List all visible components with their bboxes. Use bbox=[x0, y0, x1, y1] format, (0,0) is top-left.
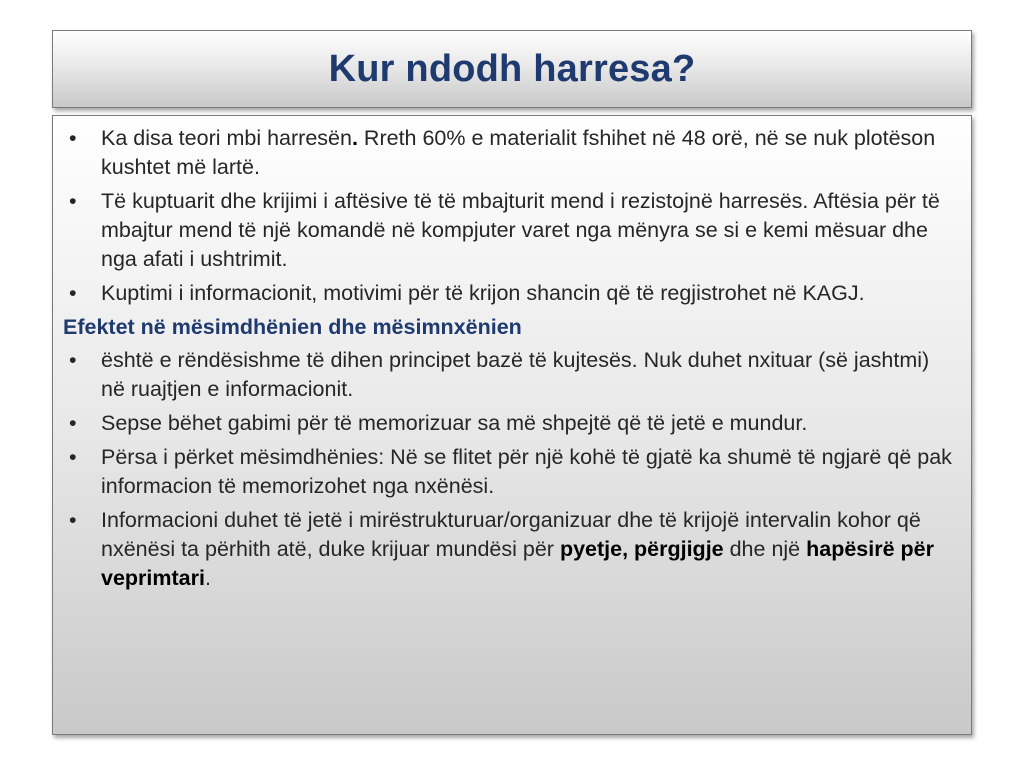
bullet-icon: • bbox=[69, 281, 77, 305]
bullet-item-1 bbox=[63, 124, 959, 182]
bullet-item-7 bbox=[63, 506, 959, 593]
bullet-text-1a: Ka disa teori mbi harresën bbox=[101, 126, 352, 150]
section-heading: Efektet në mësimdhënien dhe mësimnxënien bbox=[63, 315, 522, 339]
bullet-text-2: Të kuptuarit dhe krijimi i aftësive të të mbajturit mend i rezistojnë harresës. Aftësia për të mbajtur mend të një komandë në kompjuter varet nga mënyra se si e kemi mësuar dhe nga afati i ushtrimit. bbox=[101, 189, 940, 271]
bullet-text-7-bold-1: pyetje, përgjigje bbox=[559, 537, 724, 561]
bullet-icon: • bbox=[69, 189, 77, 213]
bullet-text-1-bold: . bbox=[351, 126, 358, 150]
bullet-text-5: Sepse bëhet gabimi për të memorizuar sa më shpejtë që të jetë e mundur. bbox=[101, 411, 808, 435]
bullet-item-2 bbox=[63, 187, 959, 274]
bullet-icon: • bbox=[69, 126, 77, 150]
bullet-text-7-bold-2: hapësirë për veprimtari bbox=[101, 537, 934, 590]
bullet-icon: • bbox=[69, 445, 77, 469]
bullet-icon: • bbox=[69, 508, 77, 532]
bullet-icon: • bbox=[69, 348, 77, 372]
bullet-text-7a: Informacioni duhet të jetë i mirëstrukturuar/organizuar dhe të krijojë intervalin kohor që nxënësi ta përhith atë, duke krijuar mundësi për bbox=[101, 508, 921, 561]
content-box bbox=[52, 115, 972, 735]
bullet-text-7c: . bbox=[204, 566, 211, 590]
bullet-text-1b: Rreth 60% e materialit fshihet në 48 orë, në se nuk plotëson kushtet më lartë. bbox=[101, 126, 936, 179]
bullet-text-3: Kuptimi i informacionit, motivimi për të krijon shancin që të regjistrohet në KAGJ. bbox=[101, 281, 865, 305]
bullet-item-6 bbox=[63, 443, 959, 501]
bullet-text-4: është e rëndësishme të dihen principet bazë të kujtesës. Nuk duhet nxituar (së jashtmi) në ruajtjen e informacionit. bbox=[101, 348, 930, 401]
bullet-item-5 bbox=[63, 409, 959, 438]
bullet-item-4 bbox=[63, 346, 959, 404]
bullet-item-3 bbox=[63, 279, 959, 308]
title-box bbox=[52, 30, 972, 108]
bullet-text-7b: dhe një bbox=[723, 537, 807, 561]
slide-title: Kur ndodh harresa? bbox=[328, 47, 696, 90]
bullet-icon: • bbox=[69, 411, 77, 435]
bullet-text-6: Përsa i përket mësimdhënies: Në se flitet për një kohë të gjatë ka shumë të ngjarë që pak informacion të memorizohet nga nxënësi. bbox=[101, 445, 952, 498]
